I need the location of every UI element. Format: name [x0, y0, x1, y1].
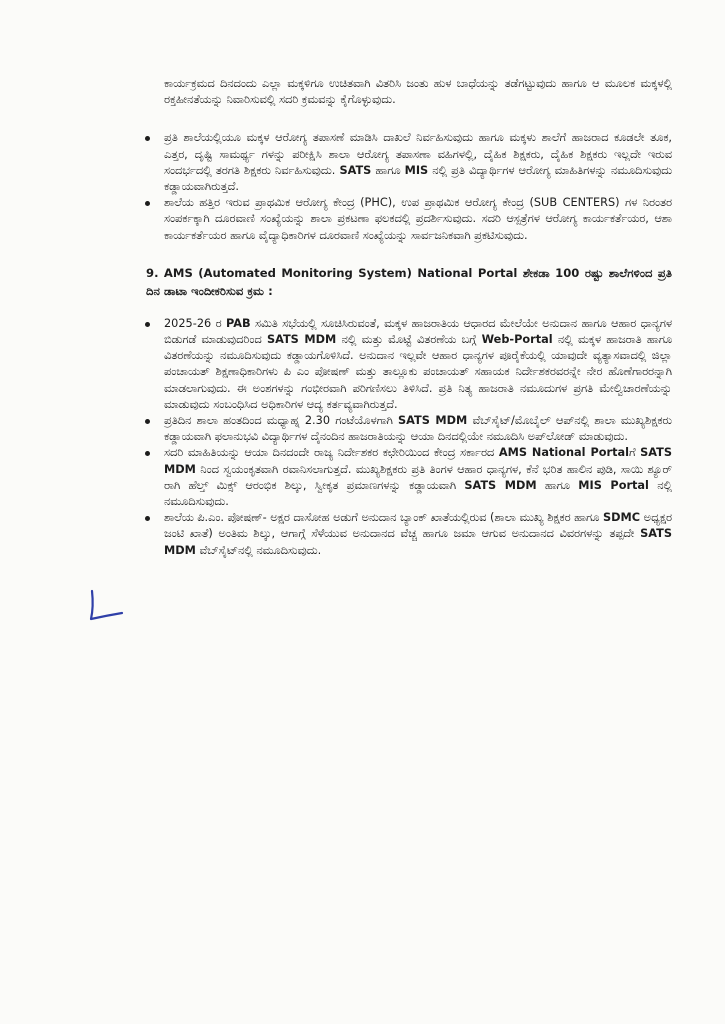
health-checkup-list	[132, 130, 672, 243]
bullet-icon	[145, 201, 150, 206]
list-item: ಪ್ರತಿದಿನ ಶಾಲಾ ಹಂತದಿಂದ ಮಧ್ಯಾಹ್ನ 2.30 ಗಂಟೆಯೊಳಗಾಗಿ SATS MDM ವೆಬ್‌ಸೈಟ್/ಮೊಬೈಲ್ ಆಪ್‌ನಲ್ಲಿ ಶಾಲಾ ಮುಖ್ಯಶಿಕ್ಷಕರು ಕಡ್ಡಾಯವಾಗಿ ಫಲಾನುಭವಿ ವಿದ್ಯಾರ್ಥಿಗಳ ದೈನಂದಿನ ಹಾಜರಾತಿಯನ್ನು ಆಯಾ ದಿನದಲ್ಲಿಯೇ ನಮೂದಿಸಿ ಅಪ್‌ಲೋಡ್ ಮಾಡುವುದು.	[132, 413, 672, 445]
bullet-icon	[145, 451, 150, 456]
list-item: ಪ್ರತಿ ಶಾಲೆಯಲ್ಲಿಯೂ ಮಕ್ಕಳ ಆರೋಗ್ಯ ತಪಾಸಣೆ ಮಾಡಿಸಿ ದಾಖಲೆ ನಿರ್ವಹಿಸುವುದು ಹಾಗೂ ಮಕ್ಕಳು ಶಾಲೆಗೆ ಹಾಜರಾದ ಕೂಡಲೇ ತೂಕ, ಎತ್ತರ, ದೃಷ್ಟಿ ಸಾಮರ್ಥ್ಯ ಗಳನ್ನು ಪರೀಕ್ಷಿಸಿ ಶಾಲಾ ಆರೋಗ್ಯ ತಪಾಸಣಾ ವಹಿಗಳಲ್ಲಿ, ದೈಹಿಕ ಶಿಕ್ಷಕರು, ದೈಹಿಕ ಶಿಕ್ಷಕರು ಇಲ್ಲದೇ ಇರುವ ಸಂದರ್ಭದಲ್ಲಿ ತರಗತಿ ಶಿಕ್ಷಕರು ನಿರ್ವಹಿಸುವುದು. SATS ಹಾಗೂ MIS ನಲ್ಲಿ ಪ್ರತಿ ವಿದ್ಯಾರ್ಥಿಗಳ ಆರೋಗ್ಯ ಮಾಹಿತಿಗಳನ್ನು ನಮೂದಿಸುವುದು ಕಡ್ಡಾಯವಾಗಿರುತ್ತದೆ.	[132, 130, 672, 195]
document-body	[132, 76, 672, 559]
section-heading: 9. AMS (Automated Monitoring System) National Portal ಶೇಕಡಾ 100 ರಷ್ಟು ಶಾಲೆಗಳಿಂದ ಪ್ರತಿ ದಿನ ಡಾಟಾ ಇಂದೀಕರಿಸುವ ಕ್ರಮ :	[146, 265, 672, 298]
list-item: ಸದರಿ ಮಾಹಿತಿಯನ್ನು ಆಯಾ ದಿನದಂದೇ ರಾಜ್ಯ ನಿರ್ದೇಶಕರ ಕಛೇರಿಯಿಂದ ಕೇಂದ್ರ ಸರ್ಕಾರದ AMS National Portalಗೆ SATS MDM ನಿಂದ ಸ್ವಯಂಕೃತವಾಗಿ ರವಾನಿಸಲಾಗುತ್ತದೆ. ಮುಖ್ಯಶಿಕ್ಷಕರು ಪ್ರತಿ ತಿಂಗಳ ಆಹಾರ ಧಾನ್ಯಗಳ, ಕೆನೆ ಭರಿತ ಹಾಲಿನ ಪುಡಿ, ಸಾಯಿ ಶ್ಯೂರ್ ರಾಗಿ ಹೆಲ್ತ್ ಮಿಕ್ಸ್ ಆರಂಭಿಕ ಶಿಲ್ಕು, ಸ್ವೀಕೃತ ಪ್ರಮಾಣಗಳನ್ನು ಕಡ್ಡಾಯವಾಗಿ SATS MDM ಹಾಗೂ MIS Portal ನಲ್ಲಿ ನಮೂದಿಸುವುದು.	[132, 445, 672, 510]
pen-check-mark-icon	[86, 588, 126, 624]
list-item: ಶಾಲೆಯ ಹತ್ತಿರ ಇರುವ ಪ್ರಾಥಮಿಕ ಆರೋಗ್ಯ ಕೇಂದ್ರ (PHC), ಉಪ ಪ್ರಾಥಮಿಕ ಆರೋಗ್ಯ ಕೇಂದ್ರ (SUB CENTERS) ಗಳ ನಿರಂತರ ಸಂಪರ್ಕಕ್ಕಾಗಿ ದೂರವಾಣಿ ಸಂಖ್ಯೆಯನ್ನು ಶಾಲಾ ಪ್ರಕಟಣಾ ಫಲಕದಲ್ಲಿ ಪ್ರದರ್ಶಿಸುವುದು. ಸದರಿ ಆಸ್ಪತ್ರೆಗಳ ಆರೋಗ್ಯ ಕಾರ್ಯಕರ್ತೆಯರ, ಆಶಾ ಕಾರ್ಯಕರ್ತೆಯರ ಹಾಗೂ ವೈದ್ಯಾಧಿಕಾರಿಗಳ ದೂರವಾಣಿ ಸಂಖ್ಯೆಯನ್ನು ಸಾರ್ವಜನಿಕವಾಗಿ ಪ್ರಕಟಿಸುವುದು.	[132, 195, 672, 244]
bullet-icon	[145, 322, 150, 327]
list-item: 2025-26 ರ PAB ಸಮಿತಿ ಸಭೆಯಲ್ಲಿ ಸೂಚಿಸಿರುವಂತೆ, ಮಕ್ಕಳ ಹಾಜರಾತಿಯ ಆಧಾರದ ಮೇಲೆಯೇ ಅನುದಾನ ಹಾಗೂ ಆಹಾರ ಧಾನ್ಯಗಳ ಬಿಡುಗಡೆ ಮಾಡುವುದರಿಂದ SATS MDM ನಲ್ಲಿ ಮತ್ತು ಮೊಟ್ಟೆ ವಿತರಣೆಯ ಬಗ್ಗೆ Web-Portal ನಲ್ಲಿ ಮಕ್ಕಳ ಹಾಜರಾತಿ ಹಾಗೂ ವಿತರಣೆಯನ್ನು ನಮೂದಿಸುವುದು ಕಡ್ಡಾಯಗೊಳಿಸಿದೆ. ಅನುದಾನ ಇಲ್ಲವೇ ಆಹಾರ ಧಾನ್ಯಗಳ ಪೂರೈಕೆಯಲ್ಲಿ ಯಾವುದೇ ವ್ಯತ್ಯಾಸವಾದಲ್ಲಿ ಜಿಲ್ಲಾ ಪಂಚಾಯತ್ ಶಿಕ್ಷಣಾಧಿಕಾರಿಗಳು ಪಿ ಎಂ ಪೋಷಣ್ ಮತ್ತು ತಾಲ್ಲೂಕು ಪಂಚಾಯತ್ ಸಹಾಯಕ ನಿರ್ದೇಶಕರವರನ್ನೇ ನೇರ ಹೊಣೆಗಾರರನ್ನಾಗಿ ಮಾಡಲಾಗುವುದು. ಈ ಅಂಶಗಳನ್ನು ಗಂಭೀರವಾಗಿ ಪರಿಗಣಿಸಲು ತಿಳಿಸಿದೆ. ಪ್ರತಿ ನಿತ್ಯ ಹಾಜರಾತಿ ನಮೂದುಗಳ ಪ್ರಗತಿ ಮೇಲ್ವಿಚಾರಣೆಯನ್ನು ಮಾಡುವುದು ಸಂಬಂಧಿಸಿದ ಅಧಿಕಾರಿಗಳ ಆದ್ಯ ಕರ್ತವ್ಯವಾಗಿರುತ್ತದೆ.	[132, 316, 672, 413]
intro-paragraph: ಕಾರ್ಯಕ್ರಮದ ದಿನದಂದು ಎಲ್ಲಾ ಮಕ್ಕಳಿಗೂ ಉಚಿತವಾಗಿ ವಿತರಿಸಿ ಜಂತು ಹುಳ ಬಾಧೆಯನ್ನು ತಡೆಗಟ್ಟುವುದು ಹಾಗೂ ಆ ಮೂಲಕ ಮಕ್ಕಳಲ್ಲಿ ರಕ್ತಹೀನತೆಯನ್ನು ನಿವಾರಿಸುವಲ್ಲಿ ಸದರಿ ಕ್ರಮವನ್ನು ಕೈಗೊಳ್ಳುವುದು.	[164, 77, 672, 107]
bullet-icon	[145, 136, 150, 141]
list-item: ಶಾಲೆಯ ಪಿ.ಎಂ. ಪೋಷಣ್- ಅಕ್ಷರ ದಾಸೋಹ ಅಡುಗೆ ಅನುದಾನ ಬ್ಯಾಂಕ್ ಖಾತೆಯಲ್ಲಿರುವ (ಶಾಲಾ ಮುಖ್ಯ ಶಿಕ್ಷಕರ ಹಾಗೂ SDMC ಅಧ್ಯಕ್ಷರ ಜಂಟಿ ಖಾತೆ) ಅಂತಿಮ ಶಿಲ್ಕು, ಆಗಾಗ್ಗೆ ಸೆಳೆಯುವ ಅನುದಾನದ ವೆಚ್ಚ ಹಾಗೂ ಜಮಾ ಆಗುವ ಅನುದಾನದ ವಿವರಗಳನ್ನು ತಪ್ಪದೇ SATS MDM ವೆಬ್‌ಸೈಟ್‌ನಲ್ಲಿ ನಮೂದಿಸುವುದು.	[132, 510, 672, 559]
bullet-icon	[145, 419, 150, 424]
bullet-icon	[145, 516, 150, 521]
ams-portal-list	[132, 316, 672, 559]
